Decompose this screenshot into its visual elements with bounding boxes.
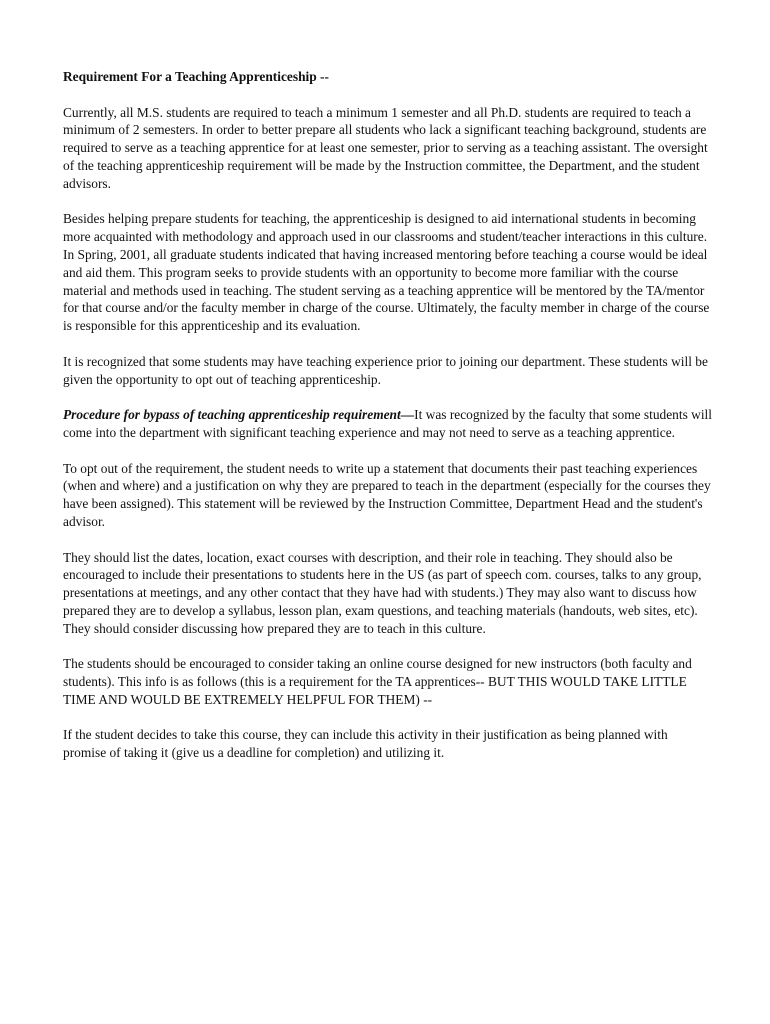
procedure-heading: Procedure for bypass of teaching apprenticeship requirement— — [63, 407, 415, 423]
paragraph-course-justification: If the student decides to take this course, they can include this activity in their justification as being planned with promise of taking it (give us a deadline for completion) and utilizing it. — [63, 727, 668, 761]
paragraph-opt-out-statement: To opt out of the requirement, the student needs to write up a statement that documents their past teaching experiences (when and where) and a justification on why they are prepared to teach in the department (especially for the courses they have been assigned). This statement will be reviewed by the Instruction Committee, Department Head and the student's advisor. — [63, 460, 711, 529]
paragraph-current-requirements: Currently, all M.S. students are required to teach a minimum 1 semester and all Ph.D. students are required to teach a minimum of 2 semesters. In order to better prepare all students who lack a significant teaching background, students are required to serve as a teaching apprentice for at least one semester, prior to serving as a teaching assistant. The oversight of the teaching apprenticeship requirement will be made by the Instruction committee, the Department, and the student advisors. — [63, 104, 708, 191]
document-page — [63, 68, 713, 780]
document-title: Requirement For a Teaching Apprenticeship -- — [63, 69, 329, 84]
procedure-text: It was recognized by the faculty that some students will come into the department with significant teaching experience and may not need to serve as a teaching apprentice. — [63, 407, 712, 440]
paragraph-prior-experience: It is recognized that some students may have teaching experience prior to joining our department. These students will be given the opportunity to opt out of teaching apprenticeship. — [63, 353, 708, 387]
paragraph-online-course: The students should be encouraged to consider taking an online course designed for new instructors (both faculty and students). This info is as follows (this is a requirement for the TA apprentices-- BUT THIS WOULD TAKE LITTLE TIME AND WOULD BE EXTREMELY HELPFUL FOR THEM) -- — [63, 656, 692, 707]
paragraph-list-details: They should list the dates, location, exact courses with description, and their role in teaching. They should also be encouraged to include their presentations to students here in the US (as part of speech com. courses, talks to any group, presentations at meetings, and any other contact that they have had with students.) They may also want to discuss how prepared they are to develop a syllabus, lesson plan, exam questions, and teaching materials (handouts, web sites, etc). They should consider discussing how prepared they are to teach in this culture. — [63, 549, 702, 636]
paragraph-bypass-procedure — [63, 406, 713, 442]
paragraph-apprenticeship-purpose: Besides helping prepare students for teaching, the apprenticeship is designed to aid international students in becoming more acquainted with methodology and approach used in our classrooms and student/teacher interactions in this culture. In Spring, 2001, all graduate students indicated that having increased mentoring before teaching a course would be ideal and aid them. This program seeks to provide students with an opportunity to become more familiar with the course material and methods used in teaching. The student serving as a teaching apprentice will be mentored by the TA/mentor for that course and/or the faculty member in charge of the course. Ultimately, the faculty member in charge of the course is responsible for this apprenticeship and its evaluation. — [63, 211, 710, 334]
